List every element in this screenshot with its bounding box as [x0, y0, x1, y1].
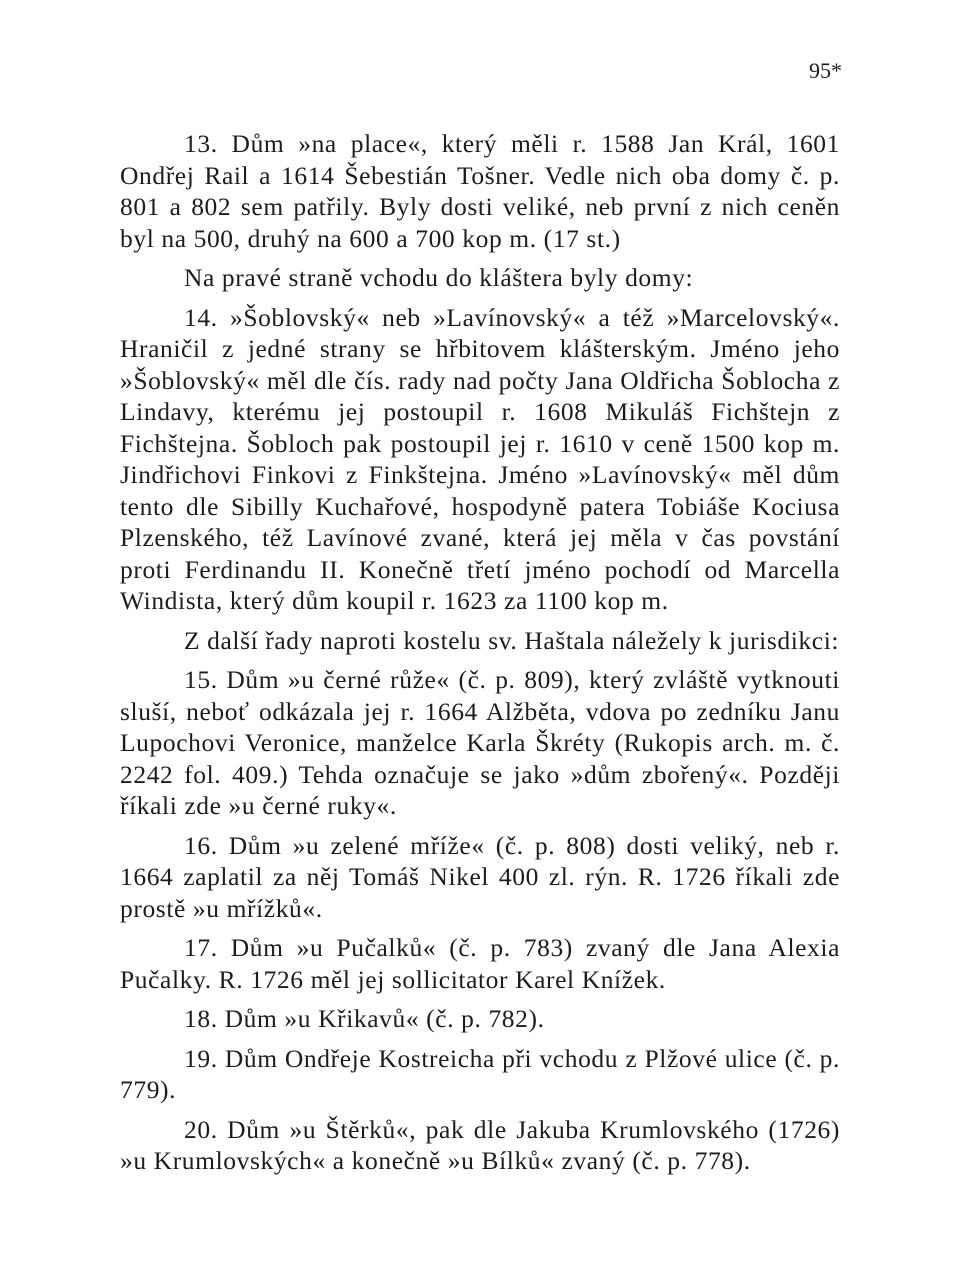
paragraph-intro-jurisdiction: Z další řady naproti kostelu sv. Haštala náležely k jurisdikci:: [184, 625, 840, 655]
paragraph-13: 13. Dům »na place«, který měli r. 1588 Jan Král, 1601 Ondřej Rail a 1614 Šebestián Tošner. Vedle nich oba domy č. p. 801 a 802 sem patřily. Byly dosti veliké, neb první z nich ceněn byl na 500, druhý na 600 a 700 kop m. (17 st.): [120, 129, 840, 253]
body-text: [120, 128, 840, 1185]
page-number: 95*: [809, 58, 842, 83]
paragraph-19: 19. Dům Ondřeje Kostreicha při vchodu z Plžové ulice (č. p. 779).: [120, 1043, 840, 1104]
paragraph-intro-right-side: Na pravé straně vchodu do kláštera byly domy:: [184, 263, 694, 292]
paragraph-20: 20. Dům »u Štěrků«, pak dle Jakuba Krumlovského (1726) »u Krumlovských« a konečně »u Bílků« zvaný (č. p. 778).: [120, 1114, 840, 1175]
paragraph-18: 18. Dům »u Křikavů« (č. p. 782).: [184, 1004, 545, 1033]
paragraph-16: 16. Dům »u zelené mříže« (č. p. 808) dosti veliký, neb r. 1664 zaplatil za něj Tomáš Nikel 400 zl. rýn. R. 1726 říkali zde prostě »u mřížků«.: [120, 830, 840, 923]
paragraph-15: 15. Dům »u černé růže« (č. p. 809), který zvláště vytknouti sluší, neboť odkázala jej r. 1664 Alžběta, vdova po zedníku Janu Lupochovi Veronice, manželce Karla Škréty (Rukopis arch. m. č. 2242 fol. 409.) Tehda označuje se jako »dům zbořený«. Později říkali zde »u černé ruky«.: [120, 665, 840, 820]
paragraph-14: 14. »Šoblovský« neb »Lavínovský« a též »Marcelovský«. Hraničil z jedné strany se hřbitovem klášterským. Jméno jeho »Šoblovský« měl dle čís. rady nad počty Jana Oldřicha Šoblocha z Lindavy, kterému jej postoupil r. 1608 Mikuláš Fichštejn z Fichštejna. Šobloch pak postoupil jej r. 1610 v ceně 1500 kop m. Jindřichovi Finkovi z Finkštejna. Jméno »Lavínovský« měl dům tento dle Sibilly Kuchařové, hospodyně patera Tobiáše Kociusa Plzenského, též Lavínové zvané, která jej měla v čas povstání proti Ferdinandu II. Konečně třetí jméno pochodí od Marcella Windista, který dům koupil r. 1623 za 1100 kop m.: [120, 302, 840, 615]
paragraph-17: 17. Dům »u Pučalků« (č. p. 783) zvaný dle Jana Alexia Pučalky. R. 1726 měl jej sollicitator Karel Knížek.: [120, 933, 840, 994]
